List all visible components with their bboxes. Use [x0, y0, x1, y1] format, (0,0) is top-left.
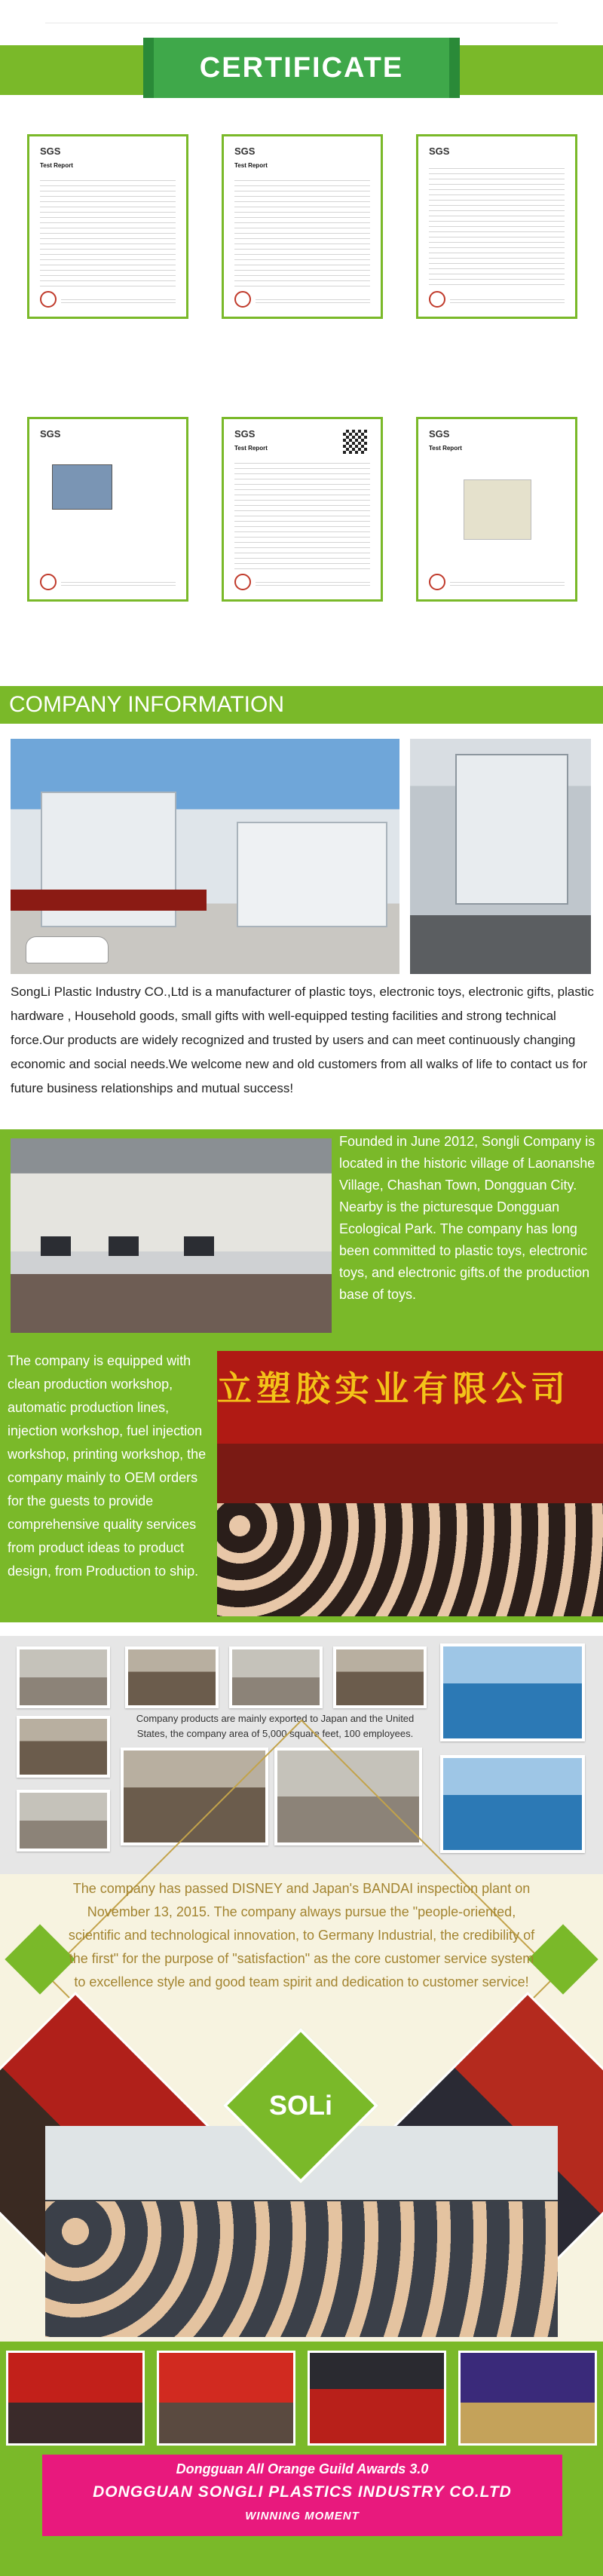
monitor-icon	[184, 1236, 214, 1256]
product-photo	[52, 464, 112, 510]
team-banner: 立塑胶实业有限公司	[217, 1369, 570, 1408]
certificate-seal-icon	[234, 291, 251, 308]
workshop-photo	[125, 1646, 219, 1708]
certificate-seal-icon	[429, 291, 445, 308]
award-photo	[157, 2351, 295, 2446]
group-people	[45, 2201, 558, 2337]
monitor-icon	[41, 1236, 71, 1256]
certificate-heading: Test Report	[429, 445, 462, 452]
equipment-text: The company is equipped with clean production workshop, automatic production lines, injection workshop, fuel injection workshop, printing workshop, the company mainly to OEM orders for the guests to provide comprehensive quality services from product ideas to product design, from Production to ship.	[8, 1353, 207, 1579]
workshop-photo	[17, 1646, 110, 1708]
certificate-card	[27, 417, 188, 602]
monitor-icon	[109, 1236, 139, 1256]
factory-building	[237, 822, 387, 927]
workshop-photo	[17, 1790, 110, 1852]
soli-logo: SOLi	[268, 2090, 332, 2121]
sample-photo	[464, 479, 531, 540]
certificate-card	[222, 417, 383, 602]
certificate-card	[416, 134, 577, 319]
sgs-logo: SGS	[429, 145, 450, 157]
factory-building	[455, 754, 568, 905]
company-name: DONGGUAN SONGLI PLASTICS INDUSTRY CO.LTD	[93, 2483, 512, 2501]
certificate-seal-icon	[429, 574, 445, 590]
company-info-title: COMPANY INFORMATION	[9, 692, 285, 717]
certificate-text-lines	[429, 164, 565, 286]
certificate-text-lines	[40, 176, 176, 286]
office-photo	[11, 1138, 332, 1333]
sgs-logo: SGS	[234, 428, 256, 440]
qr-code-icon	[343, 430, 367, 454]
car-icon	[26, 936, 109, 963]
certificate-card	[416, 417, 577, 602]
team-photo	[217, 1351, 603, 1616]
workshop-photo	[333, 1646, 427, 1708]
certificate-seal-icon	[40, 291, 57, 308]
team-crowd	[217, 1503, 603, 1616]
certificate-heading: Test Report	[40, 162, 73, 169]
award-photo	[458, 2351, 597, 2446]
certificate-heading: Test Report	[234, 445, 268, 452]
sgs-logo: SGS	[234, 145, 256, 157]
certificate-footer	[450, 580, 565, 587]
certificate-heading: Test Report	[234, 162, 268, 169]
sgs-logo: SGS	[429, 428, 450, 440]
factory-photo	[11, 739, 399, 974]
founded-text: Founded in June 2012, Songli Company is located in the historic village of Laonanshe Village, Chashan Town, Dongguan City. Nearby is the picturesque Dongguan Ecological Park. The company has long been committed to plastic toys, electronic toys, and electronic gifts.of the production base of toys.	[339, 1134, 595, 1302]
export-caption: Company products are mainly exported to Japan and the United States, the company area of 5,000 square feet, 100 employees.	[136, 1713, 415, 1739]
certificate-card	[27, 134, 188, 319]
company-intro: SongLi Plastic Industry CO.,Ltd is a manufacturer of plastic toys, electronic toys, electronic gifts, plastic hardware , Household goods, small gifts with well-equipped testing facilities and strong technical force.Our products are widely recognized and trusted by users and can meet continuously changing economic and social needs.We welcome new and old customers from all walks of life to contact us for future business relationships and mutual success!	[11, 985, 594, 1095]
certificate-footer	[256, 580, 370, 587]
workshop-photo	[229, 1646, 323, 1708]
certificate-table-lines	[234, 176, 370, 286]
mission-text: The company has passed DISNEY and Japan's BANDAI inspection plant on November 13, 2015. The company always pursue the "people-oriented, scientific and technological innovation, to Germany Industrial, the credibility of the first" for the purpose of "satisfaction" as the core customer service system to excellence style and good team spirit and dedication to customer service!	[68, 1881, 535, 1989]
workshop-photo	[440, 1643, 585, 1741]
sgs-logo: SGS	[40, 145, 61, 157]
certificate-text-lines	[234, 458, 370, 569]
certificate-card	[222, 134, 383, 319]
certificate-footer	[61, 297, 176, 305]
certificate-title: CERTIFICATE	[199, 52, 404, 84]
award-title: Dongguan All Orange Guild Awards 3.0	[176, 2461, 429, 2476]
workshop-photo	[440, 1755, 585, 1853]
certificate-footer	[450, 297, 565, 305]
award-photo	[308, 2351, 446, 2446]
certificate-footer	[61, 580, 176, 587]
workshop-photo	[17, 1716, 110, 1778]
factory-side-photo	[410, 739, 591, 974]
winning-moment: WINNING MOMENT	[245, 2510, 360, 2522]
certificate-seal-icon	[234, 574, 251, 590]
factory-sign	[11, 890, 207, 911]
certificate-seal-icon	[40, 574, 57, 590]
certificate-footer	[256, 297, 370, 305]
sgs-logo: SGS	[40, 428, 61, 440]
award-photo	[6, 2351, 145, 2446]
